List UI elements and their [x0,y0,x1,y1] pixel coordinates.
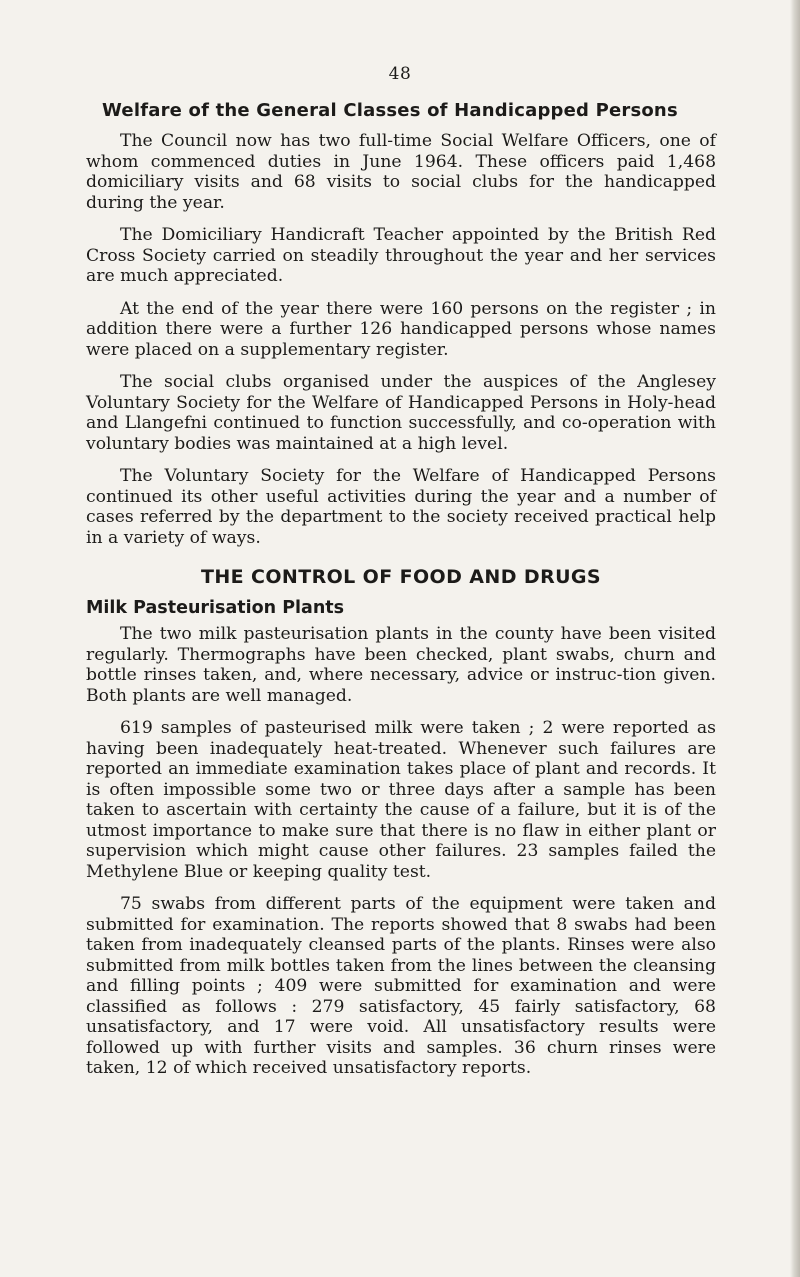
food-paragraph: The two milk pasteurisation plants in the county have been visited regularly. Thermographs have been checked, plant swabs, churn and bottle rinses taken, and, where necessary, advice or instruc-tion given. Both plants are well managed. [86,624,716,706]
milk-pasteurisation-subheading: Milk Pasteurisation Plants [86,598,345,618]
welfare-paragraph: The Council now has two full-time Social Welfare Officers, one of whom commenced duties in June 1964. These officers paid 1,468 domiciliary visits and 68 visits to social clubs for the handicapped during the year. [86,131,716,213]
food-paragraph: 619 samples of pasteurised milk were taken ; 2 were reported as having been inadequately heat-treated. Whenever such failures are reported an immediate examination takes place of plant and records. It is often impossible some two or three days after a sample has been taken to ascertain with certainty the cause of a failure, but it is of the utmost importance to make sure that there is no flaw in either plant or supervision which might cause other failures. 23 samples failed the Methylene Blue or keeping quality test. [86,718,716,882]
welfare-section-title: Welfare of the General Classes of Handicapped Persons [102,100,678,121]
page-edge-shadow [790,0,800,1277]
page-content [86,100,716,1091]
welfare-paragraph: At the end of the year there were 160 persons on the register ; in addition there were a further 126 handicapped persons whose names were placed on a supplementary register. [86,298,716,360]
food-drugs-heading: THE CONTROL OF FOOD AND DRUGS [200,566,602,588]
welfare-paragraph: The social clubs organised under the auspices of the Anglesey Voluntary Society for the Welfare of Handicapped Persons in Holy-head and Llangefni continued to function successfully, and co-operation with voluntary bodies was maintained at a high level. [86,372,716,454]
food-paragraph: 75 swabs from different parts of the equipment were taken and submitted for examination. The reports showed that 8 swabs had been taken from inadequately cleansed parts of the plants. Rinses were also submitted from milk bottles taken from the lines between the cleansing and filling points ; 409 were submitted for examination and were classified as follows : 279 satisfactory, 45 fairly satisfactory, 68 unsatisfactory, and 17 were void. All unsatisfactory results were followed up with further visits and samples. 36 churn rinses were taken, 12 of which received unsatisfactory reports. [86,894,716,1078]
welfare-paragraph: The Domiciliary Handicraft Teacher appointed by the British Red Cross Society carried on steadily throughout the year and her services are much appreciated. [86,225,716,286]
page-number: 48 [388,64,412,84]
welfare-paragraph: The Voluntary Society for the Welfare of Handicapped Persons continued its other useful activities during the year and a number of cases referred by the department to the society received practical help in a variety of ways. [86,466,716,548]
